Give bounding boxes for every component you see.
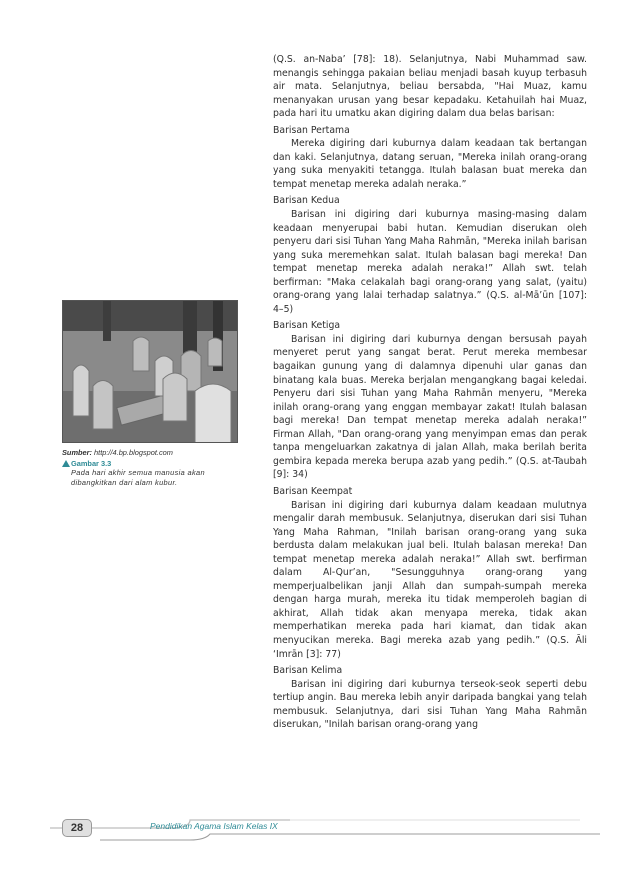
paragraph-barisan-ketiga: Barisan ini digiring dari kuburnya dengan bersusah payah menyeret perut yang sangat berat. Perut mereka membesar bagaikan gunung yang di dalamnya dipenuhi ular ganas dan binatang kala buas. Mereka berjalan mengangkang bagai keledai. Penyeru dari sisi Tuhan yang Maha Rahmān menyeru, "Mereka inilah orang-orang yang enggan membayar zakat! Itulah balasan bagi mereka! Dan tempat menetap mereka adalah neraka!” Firman Allah, "Dan orang-orang yang menyimpan emas dan perak tanpa mengeluarkan zakatnya di jalan Allah, maka berilah berita gembira kepada mereka berupa azab yang pedih.” (Q.S. at-Taubah [9]: 34) [273,333,587,481]
figure-title-text: Gambar 3.3 [71,458,112,468]
figure-caption [62,448,242,487]
page-footer [40,808,600,848]
paragraph-barisan-pertama: Mereka digiring dari kuburnya dalam keadaan tak bertangan dan kaki. Selanjutnya, datang seruan, "Mereka inilah orang-orang yang suka menyakiti tetangga. Itulah balasan buat mereka dan tempat menetap mereka adalah neraka.” [273,138,587,190]
heading-barisan-kelima: Barisan Kelima [273,665,343,677]
main-text-column [273,53,587,732]
heading-barisan-kedua: Barisan Kedua [273,195,340,207]
triangle-up-icon [62,460,70,467]
figure-caption-text: Pada hari akhir semua manusia akan dibangkitkan dari alam kubur. [71,468,205,487]
book-title: Pendidikan Agama Islam Kelas IX [150,821,278,831]
heading-barisan-keempat: Barisan Keempat [273,485,353,497]
figure-title [62,459,242,469]
intro-paragraph: (Q.S. an-Naba’ [78]: 18). Selanjutnya, Nabi Muhammad saw. menangis sehingga pakaian beliau menjadi basah kuyup terbasuh air mata. Selanjutnya, beliau bersabda, "Hai Muaz, kamu menanyakan urusan yang besar kepadaku. Ketahuilah hai Muaz, pada hari itu umatku akan digiring dalam dua belas barisan: [273,54,587,120]
graveyard-photo [62,300,238,443]
figure-source [62,448,242,458]
heading-barisan-pertama: Barisan Pertama [273,124,350,136]
paragraph-barisan-kelima: Barisan ini digiring dari kuburnya terseok-seok seperti debu tertiup angin. Bau mereka lebih anyir daripada bangkai yang telah membusuk. Selanjutnya, dari sisi Tuhan Yang Maha Rahmān diserukan, "Inilah barisan orang-orang yang [273,678,587,731]
footer-decoration [40,808,600,848]
heading-barisan-ketiga: Barisan Ketiga [273,320,341,332]
paragraph-barisan-keempat: Barisan ini digiring dari kuburnya dalam keadaan mulutnya mengalir darah membusuk. Selanjutnya, diserukan dari sisi Tuhan Yang Maha Rahman, "Inilah barisan orang-orang yang suka berdusta dalam melakukan jual beli. Itulah balasan mereka! Dan tempat menetap mereka adalah neraka!” Allah swt. berfirman dalam Al-Qur’an, "Sesungguhnya orang-orang yang memperjualbelikan janji Allah dan sumpah-sumpah mereka dengan harga murah, mereka itu tidak memperoleh bagian di akhirat, Allah tidak akan menyapa mereka, tidak akan memperhatikan mereka pada hari kiamat, dan tidak akan menyucikan mereka. Bagi mereka azab yang pedih.” (Q.S. Āli ‘Imrān [3]: 77) [273,499,587,660]
paragraph-barisan-kedua: Barisan ini digiring dari kuburnya masing-masing dalam keadaan menyerupai babi hutan. Kemudian diserukan oleh penyeru dari sisi Tuhan Yang Maha Rahmān, "Mereka inilah barisan yang suka meremehkan salat. Itulah balasan bagi mereka! Dan tempat menetap mereka adalah neraka!” Allah swt. telah berfirman: "Maka celakalah bagi orang-orang yang salat, (yaitu) orang-orang yang lalai terhadap salatnya.” (Q.S. al-Mā’ūn [107]: 4–5) [273,209,587,315]
page-number: 28 [62,819,92,837]
figure-source-label: Sumber: [62,448,92,457]
figure-source-url: http://4.bp.blogspot.com [94,448,173,457]
